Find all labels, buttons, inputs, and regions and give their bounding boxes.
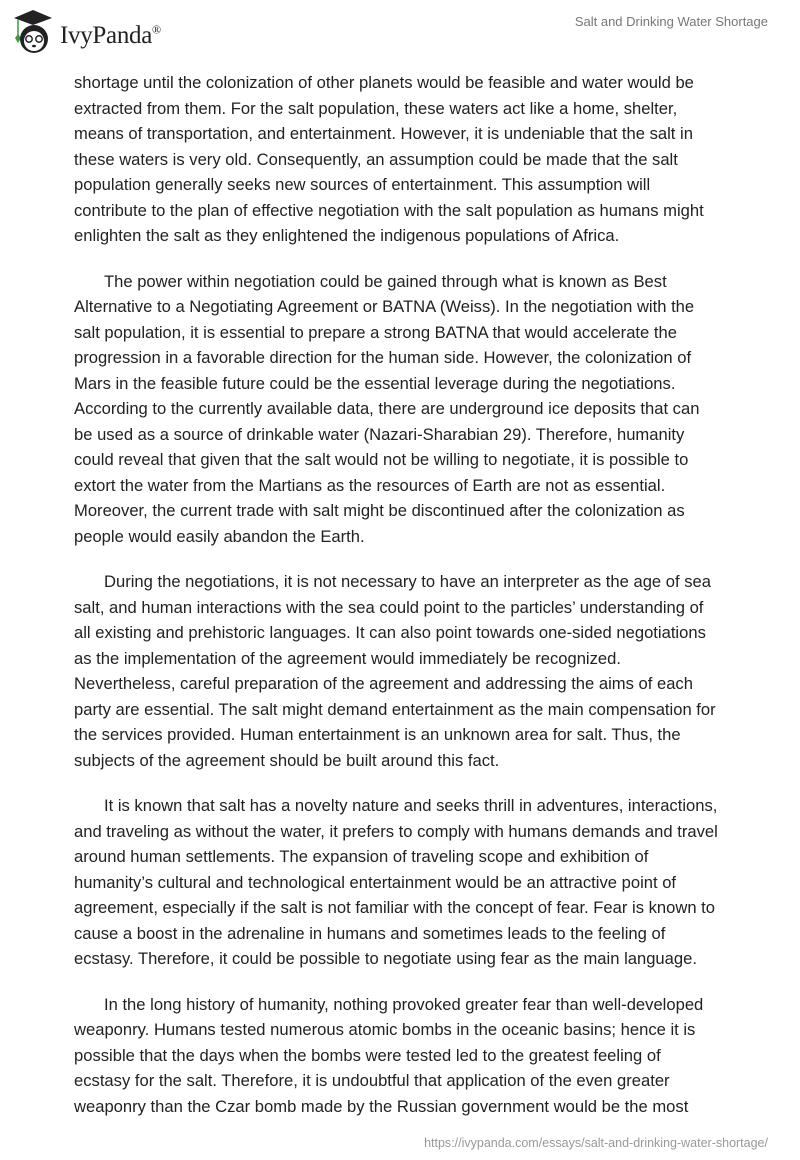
text-line: cause a boost in the adrenaline in humans and sometimes leads to the feeling of — [74, 923, 666, 943]
text-line: Alternative to a Negotiating Agreement or BATNA (Weiss). In the negotiation with the — [74, 297, 695, 316]
text-line: extracted from them. For the salt population, these waters act like a home, shelter, — [74, 98, 678, 118]
text-line: the services provided. Human entertainment is an unknown area for salt. Thus, the — [74, 725, 681, 744]
paragraph — [74, 269, 734, 550]
text-line: weaponry. Humans tested numerous atomic bombs in the oceanic basins; hence it is — [74, 1020, 696, 1039]
text-line: around human settlements. The expansion of traveling scope and exhibition of — [74, 847, 649, 866]
text-line: subjects of the agreement should be built around this fact. — [74, 750, 500, 770]
text-line: Mars in the feasible future could be the essential leverage during the negotiations. — [74, 373, 676, 393]
text-line: Nevertheless, careful preparation of the agreement and addressing the aims of each — [74, 674, 693, 693]
text-line: It is known that salt has a novelty nature and seeks thrill in adventures, interactions, — [104, 796, 718, 815]
text-line: extort the water from the Martians as the resources of Earth are not as essential. — [74, 475, 666, 495]
text-line: salt, and human interactions with the sea could point to the particles’ understanding of — [74, 597, 704, 617]
paragraph — [74, 992, 734, 1120]
essay-body — [74, 70, 734, 1119]
text-line: could reveal that given that the salt would not be willing to negotiate, it is possible to — [74, 450, 689, 469]
text-line: salt population, it is essential to prepare a strong BATNA that would accelerate the — [74, 322, 677, 342]
text-line: In the long history of humanity, nothing provoked greater fear than well-developed — [104, 994, 704, 1014]
text-line: contribute to the plan of effective negotiation with the salt population as humans might — [74, 200, 704, 220]
text-line: be used as a source of drinkable water (Nazari-Sharabian 29). Therefore, humanity — [74, 424, 685, 444]
footer-url[interactable]: https://ivypanda.com/essays/salt-and-drinking-water-shortage/ — [424, 1136, 768, 1150]
text-line: party are essential. The salt might demand entertainment as the main compensation for — [74, 699, 716, 719]
text-line: possible that the days when the bombs were tested led to the greatest feeling of — [74, 1045, 661, 1065]
page-header — [0, 0, 800, 62]
text-line: shortage until the colonization of other planets would be feasible and water would be — [74, 73, 694, 92]
brand-name: IvyPanda® — [60, 22, 161, 49]
paragraph — [74, 793, 734, 972]
text-line: as the implementation of the agreement would immediately be recognized. — [74, 648, 621, 668]
text-line: According to the currently available data, there are underground ice deposits that can — [74, 399, 700, 418]
text-line: ecstasy for the salt. Therefore, it is undoubtful that application of the even greater — [74, 1071, 670, 1090]
text-line: people would easily abandon the Earth. — [74, 526, 365, 546]
text-line: all existing and prehistoric languages. It can also point towards one-sided negotiations — [74, 623, 706, 642]
text-line: enlighten the salt as they enlightened the indigenous populations of Africa. — [74, 226, 620, 245]
text-line: means of transportation, and entertainment. However, it is undeniable that the salt in — [74, 124, 693, 143]
text-line: population generally seeks new sources of entertainment. This assumption will — [74, 175, 651, 194]
ivypanda-logo[interactable] — [12, 8, 161, 56]
text-line: ecstasy. Therefore, it could be possible to negotiate using fear as the main language. — [74, 949, 697, 968]
text-line: these waters is very old. Consequently, an assumption could be made that the salt — [74, 149, 678, 169]
paragraph — [74, 70, 734, 249]
text-line: agreement, especially if the salt is not familiar with the concept of fear. Fear is known to — [74, 898, 716, 917]
text-line: Moreover, the current trade with salt might be discontinued after the colonization as — [74, 501, 685, 520]
text-line: The power within negotiation could be gained through what is known as Best — [104, 271, 667, 291]
panda-graduate-icon — [12, 8, 54, 56]
text-line: humanity’s cultural and technological entertainment would be an attractive point of — [74, 872, 677, 892]
text-line: progression in a favorable direction for the human side. However, the colonization of — [74, 348, 692, 367]
text-line: and traveling as without the water, it prefers to comply with humans demands and travel — [74, 821, 718, 841]
text-line: weaponry than the Czar bomb made by the Russian government would be the most — [74, 1096, 689, 1116]
paragraph — [74, 569, 734, 773]
text-line: During the negotiations, it is not necessary to have an interpreter as the age of sea — [104, 572, 711, 591]
document-title: Salt and Drinking Water Shortage — [574, 14, 768, 29]
